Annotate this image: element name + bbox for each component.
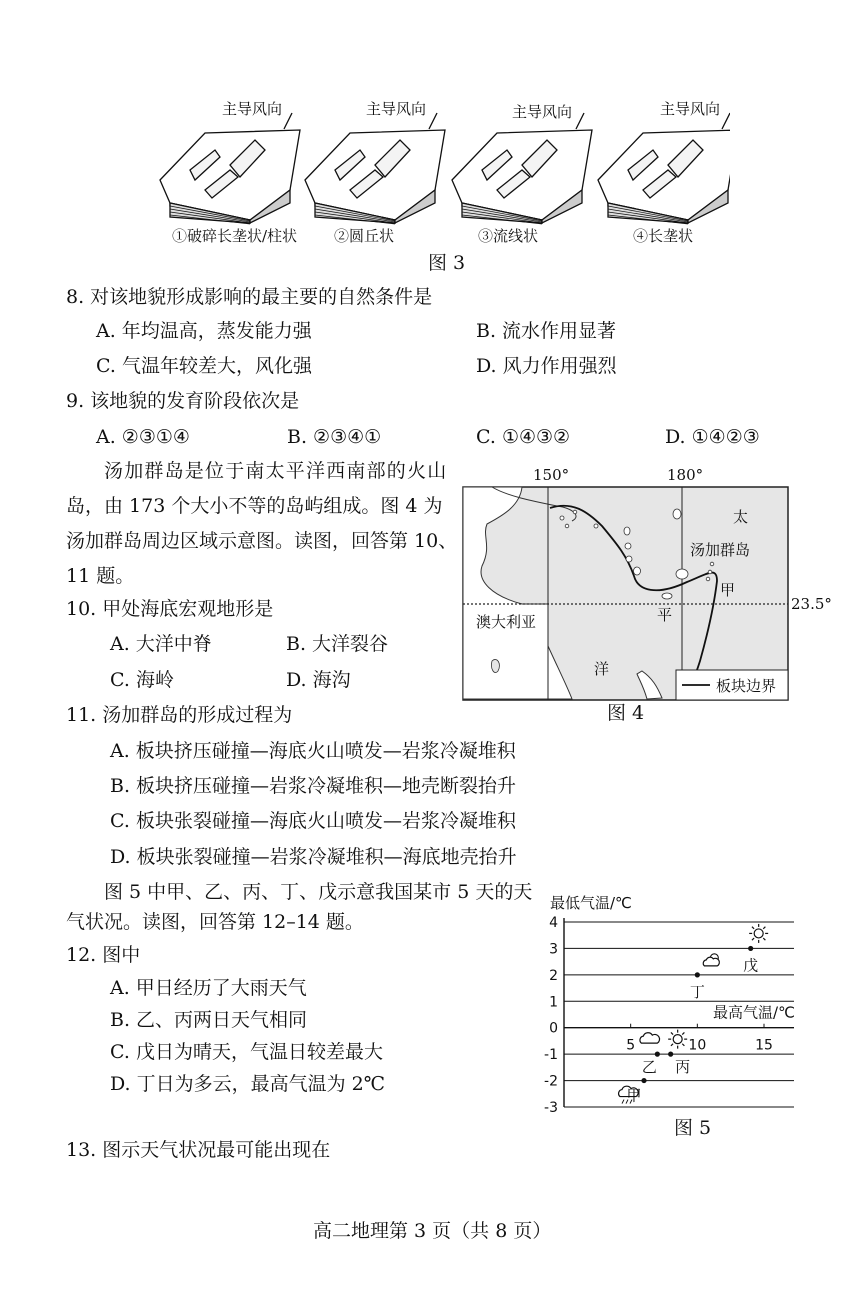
figure-4-caption: 图 4 xyxy=(607,702,645,724)
landform-block-2 xyxy=(305,113,445,224)
sun-ray xyxy=(671,1044,673,1046)
rain-drop xyxy=(622,1100,624,1104)
point-label-乙: 乙 xyxy=(641,1058,657,1077)
q10-option-c: C. 海岭 xyxy=(110,669,174,691)
intro-tonga-line-1: 汤加群岛是位于南太平洋西南部的火山 xyxy=(104,460,448,482)
cloud-icon xyxy=(640,1033,660,1043)
q8-option-b: B. 流水作用显著 xyxy=(476,320,617,342)
wind-label-2: 主导风向 xyxy=(366,100,427,118)
y-tick-label: 0 xyxy=(549,1020,558,1037)
intro-weather-line-2: 气状况。读图，回答第 12–14 题。 xyxy=(66,911,364,933)
q13-stem: 13. 图示天气状况最可能出现在 xyxy=(66,1139,331,1161)
q12-stem: 12. 图中 xyxy=(66,944,141,966)
intro-tonga-line-4: 11 题。 xyxy=(66,565,135,587)
q9-option-c: C. ①④③② xyxy=(476,426,571,448)
map-label-tonga: 汤加群岛 xyxy=(690,541,751,559)
q11-option-d: D. 板块张裂碰撞—岩浆冷凝堆积—海底地壳抬升 xyxy=(110,846,517,868)
q8-option-a: A. 年均温高，蒸发能力强 xyxy=(96,320,312,342)
panel-label-1: ①破碎长垄状/柱状 xyxy=(172,227,298,245)
wind-label-4: 主导风向 xyxy=(660,100,721,118)
map-label-australia: 澳大利亚 xyxy=(476,613,537,631)
page-footer: 高二地理第 3 页（共 8 页） xyxy=(313,1220,552,1242)
point-label-甲: 甲 xyxy=(626,1086,642,1105)
q8-option-d: D. 风力作用强烈 xyxy=(476,355,617,377)
landform-block-4 xyxy=(598,113,730,224)
sun-ray xyxy=(682,1044,684,1046)
point-label-戊: 戊 xyxy=(743,956,759,975)
y-axis-label: 最低气温/℃ xyxy=(550,894,632,912)
sun-ray xyxy=(763,927,765,929)
q10-option-b: B. 大洋裂谷 xyxy=(286,633,389,655)
intro-tonga-line-3: 汤加群岛周边区域示意图。读图，回答第 10、 xyxy=(66,530,458,552)
map-lon-150: 150° xyxy=(533,466,570,484)
landform-block-3 xyxy=(452,113,592,224)
figure-5-caption: 图 5 xyxy=(674,1117,712,1139)
q10-stem: 10. 甲处海底宏观地形是 xyxy=(66,598,274,620)
data-point-丙 xyxy=(668,1052,673,1057)
x-tick-label: 15 xyxy=(755,1037,773,1054)
wind-label-3: 主导风向 xyxy=(512,103,573,121)
y-tick-label: -3 xyxy=(544,1100,558,1116)
panel-label-4: ④长垄状 xyxy=(633,227,694,245)
map-label-ping: 平 xyxy=(657,606,673,624)
sun-ray xyxy=(752,938,754,940)
x-tick-label: 5 xyxy=(626,1037,636,1054)
q8-stem: 8. 对该地貌形成影响的最主要的自然条件是 xyxy=(66,286,433,308)
y-tick-label: 4 xyxy=(549,915,558,931)
sun-icon xyxy=(673,1035,682,1044)
map-legend-label: 板块边界 xyxy=(716,677,777,695)
data-point-丁 xyxy=(695,972,700,977)
partly-cloudy-icon xyxy=(703,957,719,966)
q11-option-c: C. 板块张裂碰撞—海底火山喷发—岩浆冷凝堆积 xyxy=(110,810,516,832)
weather-chart xyxy=(530,890,850,1120)
x-axis-label: 最高气温/℃ xyxy=(713,1003,795,1022)
q9-option-d: D. ①④②③ xyxy=(665,426,760,448)
point-label-丁: 丁 xyxy=(689,982,705,1001)
q12-option-a: A. 甲日经历了大雨天气 xyxy=(110,977,307,999)
map-label-jia: 甲 xyxy=(720,581,736,599)
y-tick-label: 3 xyxy=(549,941,558,958)
data-point-戊 xyxy=(748,946,753,951)
map-label-yang: 洋 xyxy=(594,660,610,678)
q8-option-c: C. 气温年较差大，风化强 xyxy=(96,355,312,377)
q11-option-a: A. 板块挤压碰撞—海底火山喷发—岩浆冷凝堆积 xyxy=(110,740,516,762)
q9-stem: 9. 该地貌的发育阶段依次是 xyxy=(66,390,300,412)
q9-option-b: B. ②③④① xyxy=(287,426,382,448)
panel-label-2: ②圆丘状 xyxy=(334,227,395,245)
x-tick-label: 10 xyxy=(688,1037,707,1054)
intro-tonga-line-2: 岛，由 173 个大小不等的岛屿组成。图 4 为 xyxy=(66,495,443,517)
q11-stem: 11. 汤加群岛的形成过程为 xyxy=(66,704,293,726)
q12-option-d: D. 丁日为多云，最高气温为 2℃ xyxy=(110,1073,386,1095)
wind-label-1: 主导风向 xyxy=(222,100,283,118)
q10-option-d: D. 海沟 xyxy=(286,669,351,691)
map-lat-23-5: 23.5° xyxy=(791,595,832,613)
map-label-tai: 太 xyxy=(733,508,749,526)
panel-label-3: ③流线状 xyxy=(478,227,539,245)
sun-icon xyxy=(754,929,763,938)
intro-weather-line-1: 图 5 中甲、乙、丙、丁、戊示意我国某市 5 天的天 xyxy=(104,881,533,903)
q10-option-a: A. 大洋中脊 xyxy=(110,633,212,655)
y-tick-label: 2 xyxy=(549,967,558,984)
sun-ray xyxy=(763,938,765,940)
figure-3-caption: 图 3 xyxy=(428,252,466,274)
data-point-甲 xyxy=(641,1078,646,1083)
sun-ray xyxy=(671,1032,673,1034)
sun-ray xyxy=(752,927,754,929)
map-lon-180: 180° xyxy=(667,466,704,484)
data-point-乙 xyxy=(655,1052,660,1057)
landform-block-1 xyxy=(160,113,300,224)
q9-option-a: A. ②③①④ xyxy=(96,426,190,448)
q11-option-b: B. 板块挤压碰撞—岩浆冷凝堆积—地壳断裂抬升 xyxy=(110,775,517,797)
y-tick-label: -2 xyxy=(544,1073,558,1090)
y-tick-label: -1 xyxy=(544,1047,558,1064)
y-tick-label: 1 xyxy=(549,994,558,1011)
sun-ray xyxy=(682,1032,684,1034)
point-label-丙: 丙 xyxy=(675,1058,691,1077)
q12-option-c: C. 戊日为晴天，气温日较差最大 xyxy=(110,1041,383,1063)
q12-option-b: B. 乙、丙两日天气相同 xyxy=(110,1009,308,1031)
